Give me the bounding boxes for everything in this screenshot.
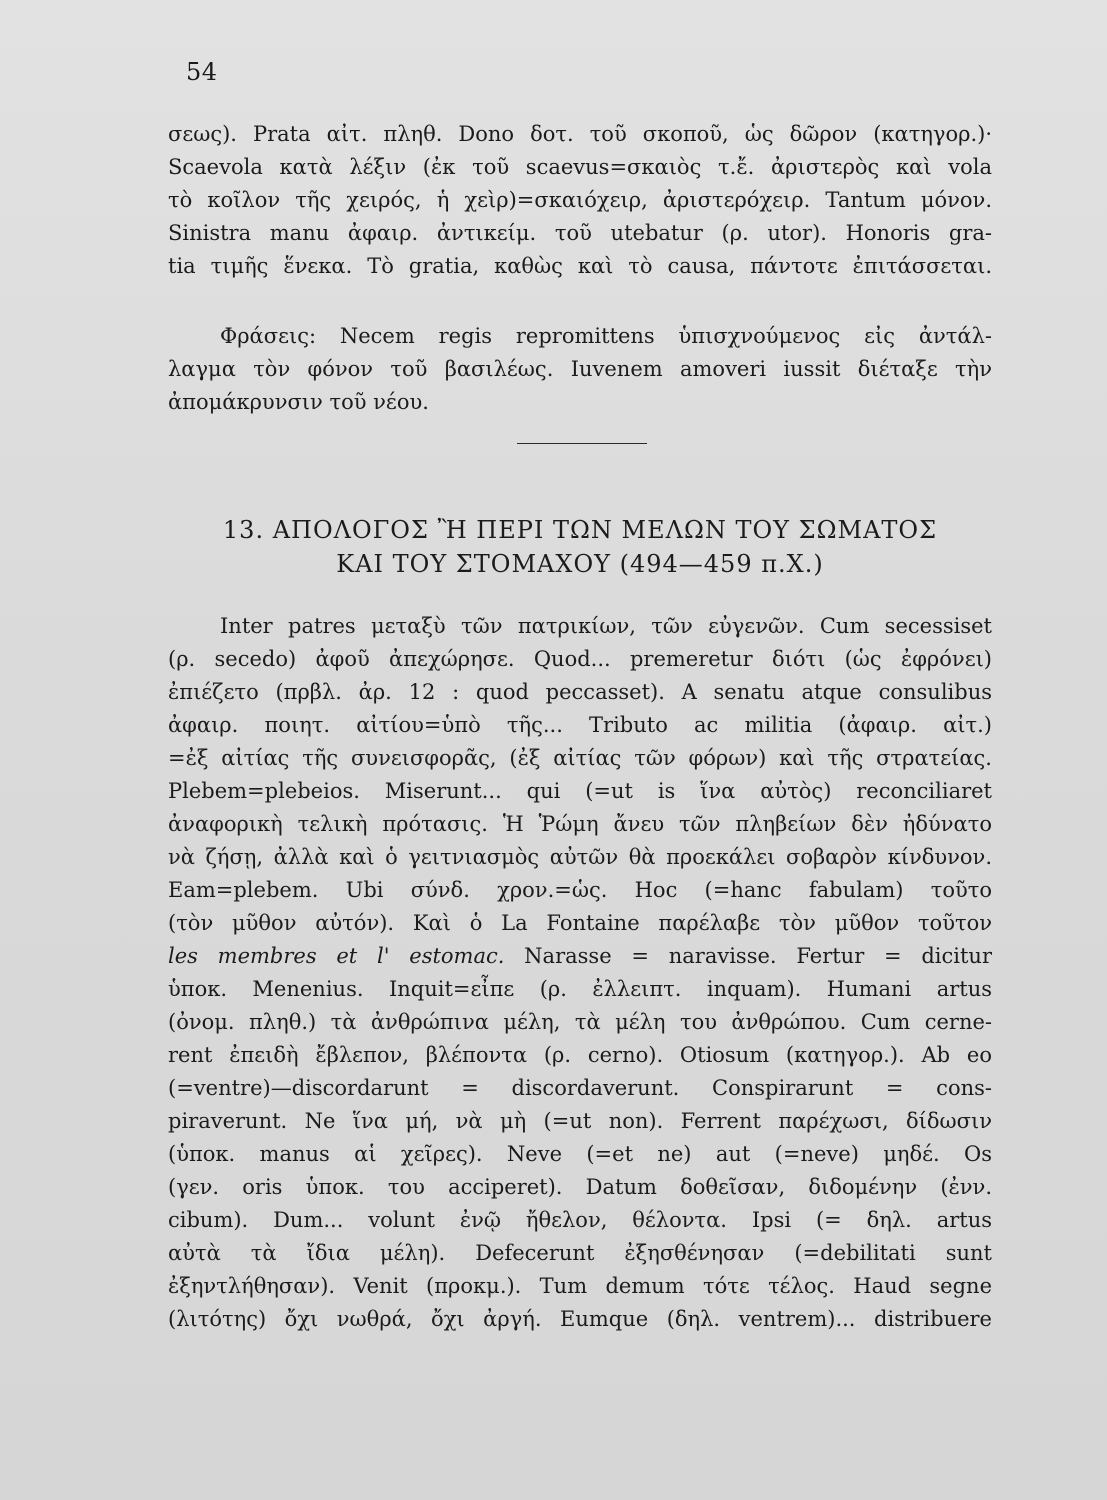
text-line: (γεν. oris ὑποκ. του acciperet). Datum δοθεῖσαν, διδομένην (ἐνν. (168, 1175, 992, 1199)
text-line: ἐπιέζετο (πρβλ. ἀρ. 12 : quod peccasset). A senatu atque consulibus (168, 680, 992, 704)
text-line: Inter patres μεταξὺ τῶν πατρικίων, τῶν εὐγενῶν. Cum secessiset (220, 614, 992, 638)
text-line: (ρ. secedo) ἀφοῦ ἀπεχώρησε. Quod... premeretur διότι (ὡς ἐφρόνει) (168, 647, 992, 671)
text-line: ἀφαιρ. ποιητ. αἰτίου=ὑπὸ τῆς... Tributo ac militia (ἀφαιρ. αἰτ.) (168, 713, 992, 737)
text-line: ὑποκ. Menenius. Inquit=εἶπε (ρ. ἐλλειπτ. inquam). Humani artus (168, 977, 992, 1001)
text-line: rent ἐπειδὴ ἔβλεπον, βλέποντα (ρ. cerno). Otiosum (κατηγορ.). Ab eo (168, 1043, 992, 1067)
text-line: (=ventre)—discordarunt = discordaverunt. Conspirarunt = cons- (168, 1076, 992, 1100)
text-line: (ὀνομ. πληθ.) τὰ ἀνθρώπινα μέλη, τὰ μέλη του ἀνθρώπου. Cum cerne- (168, 1010, 992, 1034)
text-line: τὸ κοῖλον τῆς χειρός, ἡ χεὶρ)=σκαιόχειρ, ἀριστερόχειρ. Tantum μόνον. (168, 188, 992, 212)
text-line-italic-title: les membres et l' estomac. Narasse = naravisse. Fertur = dicitur (168, 944, 992, 968)
page-number: 54 (186, 58, 218, 86)
text-line: Eam=plebem. Ubi σύνδ. χρον.=ὡς. Hoc (=hanc fabulam) τοῦτο (168, 878, 992, 902)
text-line: Sinistra manu ἀφαιρ. ἀντικείμ. τοῦ utebatur (ρ. utor). Honoris gra- (168, 221, 992, 245)
section-heading-line-2: ΚΑΙ ΤΟΥ ΣΤΟΜΑΧΟΥ (494—459 π.Χ.) (336, 550, 824, 578)
text-line: (ὑποκ. manus αἱ χεῖρες). Neve (=et ne) aut (=neve) μηδέ. Os (168, 1142, 992, 1166)
text-line: λαγμα τὸν φόνον τοῦ βασιλέως. Iuvenem amoveri iussit διέταξε τὴν (168, 357, 992, 381)
text-line: piraverunt. Ne ἵνα μή, νὰ μὴ (=ut non). Ferrent παρέχωσι, δίδωσιν (168, 1109, 992, 1133)
text-line: αὐτὰ τὰ ἴδια μέλη). Defecerunt ἐξησθένησαν (=debilitati sunt (168, 1241, 992, 1265)
text-line: Φράσεις: Necem regis repromittens ὑπισχνούμενος εἰς ἀντάλ- (220, 324, 992, 348)
text-line: tia τιμῆς ἕνεκα. Τὸ gratia, καθὼς καὶ τὸ causa, πάντοτε ἐπιτάσσεται. (168, 254, 992, 278)
italic-title: les membres et l' estomac. (168, 944, 505, 968)
text-line: ἐξηντλήθησαν). Venit (προκμ.). Tum demum τότε τέλος. Haud segne (168, 1274, 992, 1298)
text-line: Scaevola κατὰ λέξιν (ἐκ τοῦ scaevus=σκαιὸς τ.ἔ. ἀριστερὸς καὶ vola (168, 155, 992, 179)
text-line: cibum). Dum... volunt ἐνῷ ἤθελον, θέλοντα. Ipsi (= δηλ. artus (168, 1208, 992, 1232)
text-line: (λιτότης) ὄχι νωθρά, ὄχι ἀργή. Eumque (δηλ. ventrem)... distribuere (168, 1307, 992, 1331)
text-line: σεως). Prata αἰτ. πληθ. Dono δοτ. τοῦ σκοποῦ, ὡς δῶρον (κατηγορ.)· (168, 122, 992, 146)
text-line: (τὸν μῦθον αὐτόν). Καὶ ὁ La Fontaine παρέλαβε τὸν μῦθον τοῦτον (168, 911, 992, 935)
paragraph-commentary (168, 610, 992, 1336)
section-heading-line-1: 13. ΑΠΟΛΟΓΟΣ Ἢ ΠΕΡΙ ΤΩΝ ΜΕΛΩΝ ΤΟΥ ΣΩΜΑΤΟΣ (222, 516, 938, 544)
text-line: ἀναφορικὴ τελικὴ πρότασις. Ἡ Ῥώμη ἄνευ τῶν πληβείων δὲν ἠδύνατο (168, 812, 992, 836)
text-line: ἀπομάκρυνσιν τοῦ νέου. (168, 390, 429, 414)
section-divider (517, 443, 647, 444)
text-line: Plebem=plebeios. Miserunt... qui (=ut is ἵνα αὐτὸς) reconciliaret (168, 779, 992, 803)
paragraph-phrases (168, 320, 992, 419)
text-line: =ἐξ αἰτίας τῆς συνεισφορᾶς, (ἐξ αἰτίας τῶν φόρων) καὶ τῆς στρατείας. (168, 746, 992, 770)
text-line: νὰ ζήσῃ, ἀλλὰ καὶ ὁ γειτνιασμὸς αὐτῶν θὰ προεκάλει σοβαρὸν κίνδυνον. (168, 845, 992, 869)
paragraph-vocabulary-notes (168, 118, 992, 283)
